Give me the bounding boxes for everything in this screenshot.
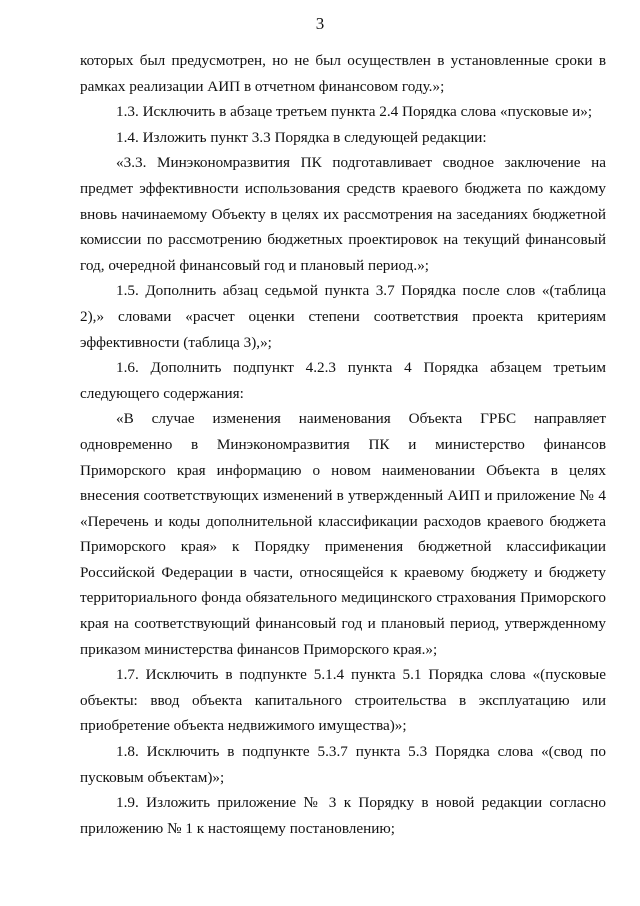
paragraph-item-1-5: 1.5. Дополнить абзац седьмой пункта 3.7 Порядка после слов «(таблица 2),» словами «расчет оценки степени соответствия проекта критериям эффективности (таблица 3),»; <box>80 282 606 351</box>
paragraph-item-1-8: 1.8. Исключить в подпункте 5.3.7 пункта 5.3 Порядка слова «(свод по пусковым объектам)»; <box>80 743 606 786</box>
paragraph-quote-grbs: «В случае изменения наименования Объекта ГРБС направляет одновременно в Минэкономразвития ПК и министерство финансов Приморского края информацию о новом наименовании Объекта в целях внесения соответствующих изменений в утвержденный АИП и приложение № 4 «Перечень и коды дополнительной классификации расходов краевого бюджета Приморского края» к Порядку применения бюджетной классификации Российской Федерации в части, относящейся к краевому бюджету и бюджету территориального фонда обязательного медицинского страхования Приморского края на соответствующий финансовый год и плановый период, утвержденному приказом министерства финансов Приморского края.»; <box>80 410 606 658</box>
paragraph-item-1-3: 1.3. Исключить в абзаце третьем пункта 2.4 Порядка слова «пусковые и»; <box>116 103 593 121</box>
paragraph-item-1-4: 1.4. Изложить пункт 3.3 Порядка в следующей редакции: <box>116 128 487 146</box>
paragraph-continuation: которых был предусмотрен, но не был осуществлен в установленные сроки в рамках реализации АИП в отчетном финансовом году.»; <box>80 52 606 95</box>
paragraph-quote-3-3: «3.3. Минэкономразвития ПК подготавливает сводное заключение на предмет эффективности использования средств краевого бюджета по каждому вновь начинаемому Объекту в целях их рассмотрения на заседаниях бюджетной комиссии по рассмотрению бюджетных проектировок на текущий финансовый год, очередной финансовый год и плановый период.»; <box>80 154 606 274</box>
paragraph-item-1-6: 1.6. Дополнить подпункт 4.2.3 пункта 4 Порядка абзацем третьим следующего содержания: <box>80 359 606 402</box>
document-body <box>80 48 606 841</box>
paragraph-item-1-7: 1.7. Исключить в подпункте 5.1.4 пункта 5.1 Порядка слова «(пусковые объекты: ввод объекта капитального строительства в эксплуатацию или приобретение объекта недвижимого имущества)»; <box>80 666 606 735</box>
paragraph-item-1-9: 1.9. Изложить приложение № 3 к Порядку в новой редакции согласно приложению № 1 к настоящему постановлению; <box>80 794 606 837</box>
page-number: 3 <box>315 14 325 33</box>
